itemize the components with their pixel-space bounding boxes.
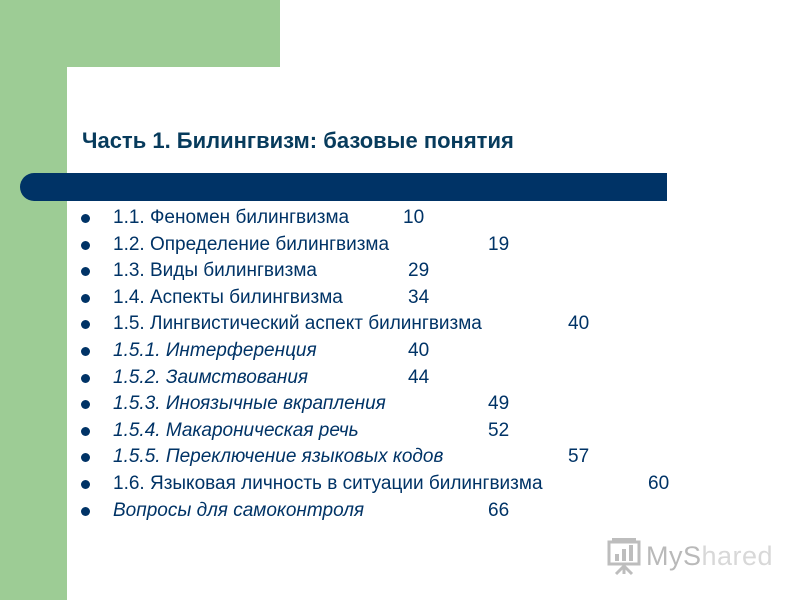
watermark-text-rest: hared — [701, 540, 774, 571]
toc-item-text: 1.5.5. Переключение языковых кодов — [113, 446, 444, 468]
green-top-panel — [0, 0, 280, 67]
toc-item-text: 1.2. Определение билингвизма — [113, 233, 390, 255]
presentation-board-icon — [606, 536, 642, 576]
toc-item-text: Вопросы для самоконтроля — [113, 499, 365, 521]
toc-item-text: 1.4. Аспекты билингвизма — [113, 286, 343, 308]
toc-item-page: 19 — [488, 233, 510, 255]
toc-item-page: 40 — [408, 339, 430, 361]
toc-item-page: 10 — [403, 207, 425, 228]
toc-item-text: 1.3. Виды билингвизма — [113, 260, 317, 282]
toc-item-page: 60 — [648, 472, 670, 494]
toc-item-text: 1.5. Лингвистический аспект билингвизма — [113, 313, 482, 335]
toc-item-page: 57 — [568, 446, 590, 468]
toc-item-page: 34 — [408, 286, 430, 308]
toc-item-page: 29 — [408, 260, 430, 282]
toc-item-text: 1.5.2. Заимствования — [113, 366, 309, 388]
myshared-watermark — [606, 536, 773, 576]
content-area-corner — [67, 67, 187, 187]
toc-item-text: 1.1. Феномен билингвизма — [113, 207, 350, 228]
toc-item-page: 52 — [488, 419, 510, 441]
green-side-panel — [0, 0, 67, 600]
toc-item-page: 66 — [488, 499, 510, 521]
toc-item-page: 44 — [408, 366, 430, 388]
toc-item-text: 1.5.4. Макароническая речь — [113, 419, 359, 441]
title-underline-bar — [20, 173, 667, 201]
toc-item-page: 49 — [488, 393, 510, 415]
toc-item-text: 1.5.3. Иноязычные вкрапления — [113, 393, 386, 415]
toc-item-text: 1.5.1. Интерференция — [113, 339, 317, 361]
watermark-text-main: MyS — [646, 540, 702, 571]
toc-item-page: 40 — [568, 313, 590, 335]
slide-title: Часть 1. Билингвизм: базовые понятия — [82, 128, 514, 153]
watermark-text — [646, 541, 773, 572]
toc-item-text: 1.6. Языковая личность в ситуации билингвизма — [113, 472, 543, 494]
